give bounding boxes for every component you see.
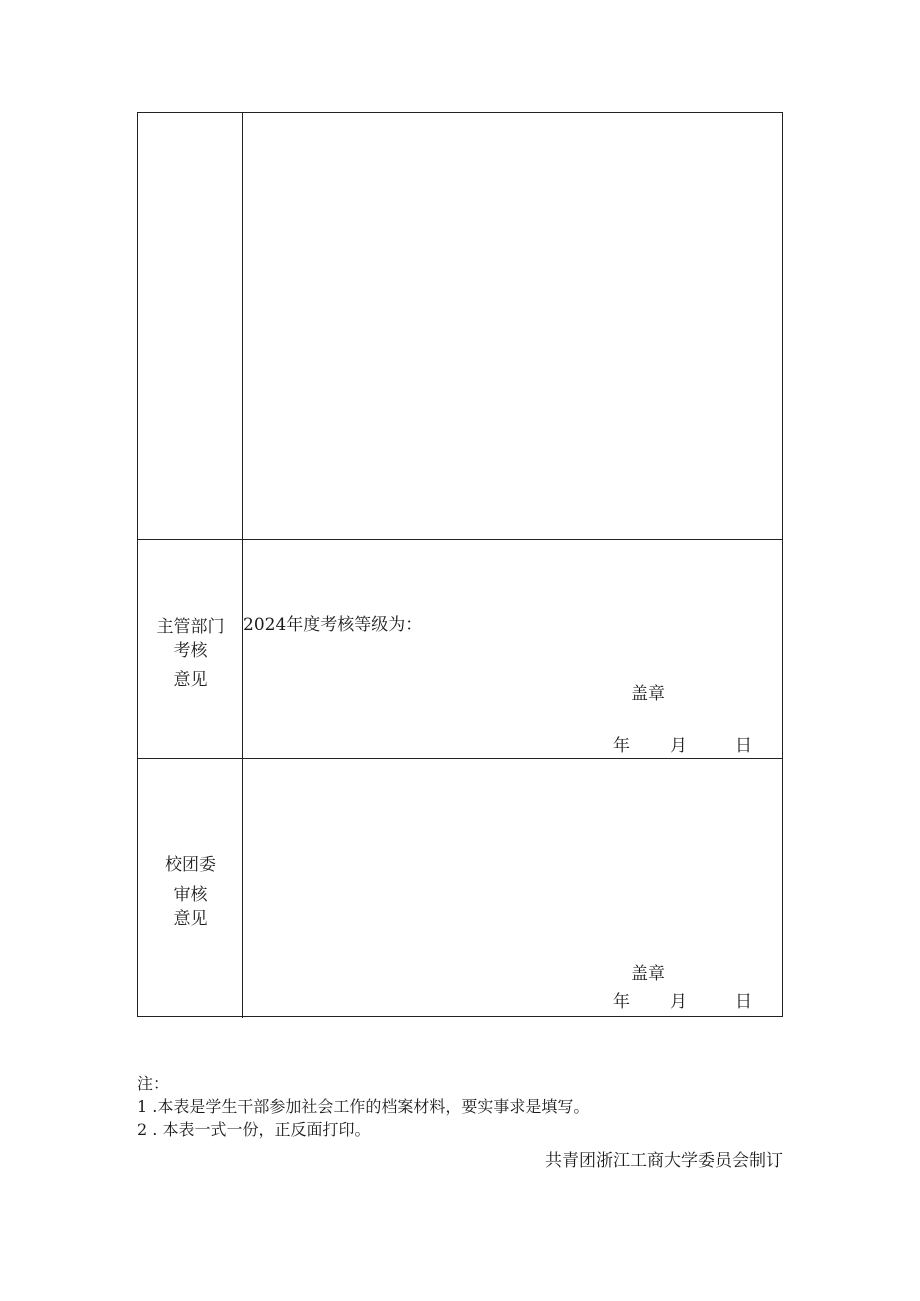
league-review-label-cell (138, 759, 243, 1018)
dept-review-label-line: 主管部门 (156, 617, 225, 637)
notes-heading: 注： (137, 1074, 170, 1093)
date-month-label: 月 (670, 992, 687, 1012)
dept-review-content-cell[interactable] (243, 540, 782, 758)
date-year-label: 年 (613, 736, 630, 756)
work-summary-content-cell[interactable] (243, 113, 782, 539)
league-review-label-line: 校团委 (165, 855, 216, 875)
dept-review-label-cell (138, 540, 243, 758)
date-month-label: 月 (670, 736, 687, 756)
seal-label: 盖章 (631, 964, 665, 984)
league-review-content-cell[interactable] (243, 759, 782, 1018)
assessment-form-table (137, 112, 783, 1017)
form-notes (137, 1072, 589, 1141)
league-review-label-line: 意见 (173, 909, 208, 929)
note-item: 1 .本表是学生干部参加社会工作的档案材料，要实事求是填写。 (137, 1097, 590, 1116)
issuer-line: 共青团浙江工商大学委员会制订 (545, 1151, 783, 1171)
date-day-label: 日 (735, 736, 752, 756)
dept-review-label-line: 意见 (173, 670, 208, 690)
form-row-league-review (138, 758, 782, 1018)
league-review-label-line: 审核 (173, 885, 208, 905)
work-summary-label-cell (138, 113, 243, 539)
dept-review-label-line: 考核 (173, 641, 208, 661)
form-row-dept-review (138, 539, 782, 758)
seal-label: 盖章 (631, 684, 665, 704)
assessment-grade-label: 2024年度考核等级为： (243, 615, 423, 635)
date-day-label: 日 (735, 992, 752, 1012)
date-year-label: 年 (613, 992, 630, 1012)
note-item: 2 . 本表一式一份，正反面打印。 (137, 1120, 371, 1139)
form-row-work-summary (138, 113, 782, 539)
